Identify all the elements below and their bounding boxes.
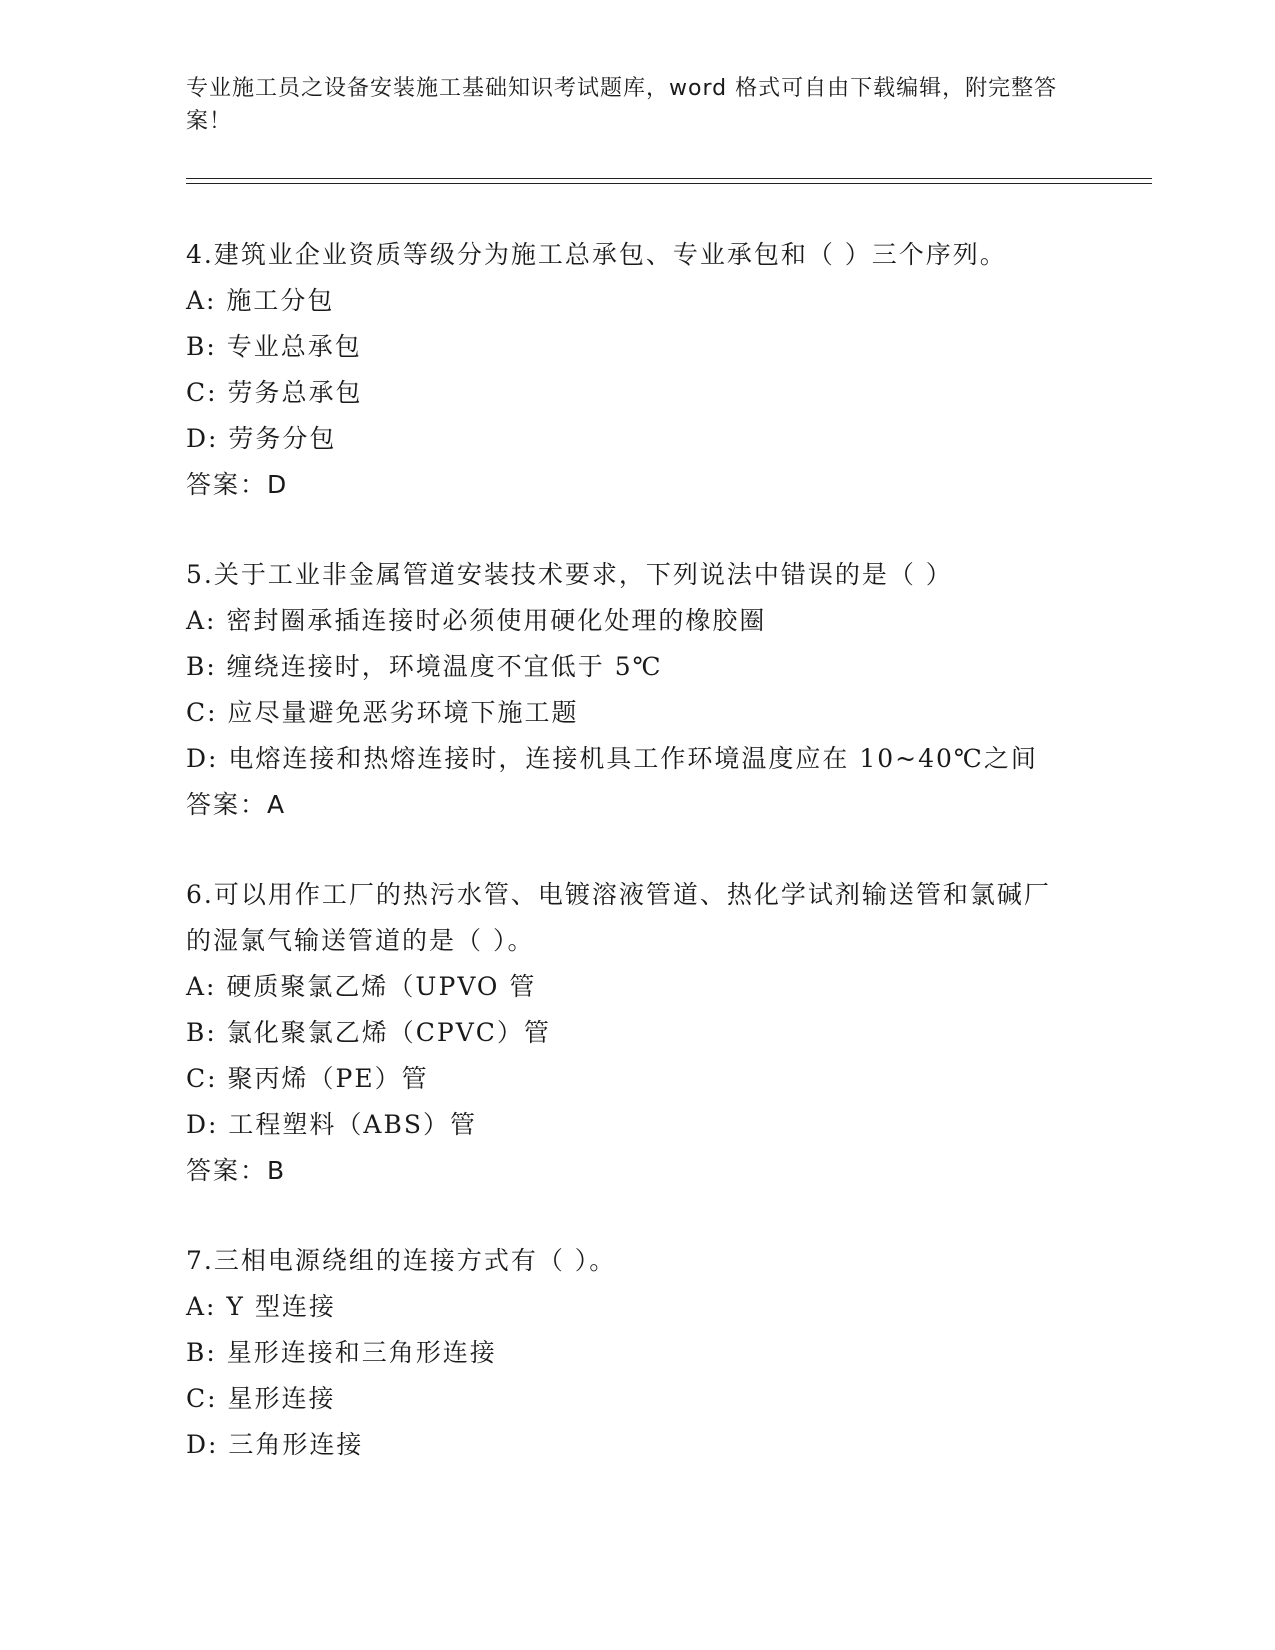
answer-label: 答案：A [186, 790, 287, 819]
option-b: B: 氯化聚氯乙烯（CPVC）管 [186, 1018, 551, 1047]
question-5 [186, 552, 1086, 828]
question-6 [186, 872, 1086, 1194]
option-a: A: 密封圈承插连接时必须使用硬化处理的橡胶圈 [186, 606, 767, 635]
question-stem: 7.三相电源绕组的连接方式有（ ）。 [186, 1246, 617, 1275]
option-d: D: 电熔连接和热熔连接时，连接机具工作环境温度应在 10~40℃之间 [186, 744, 1038, 773]
option-d: D: 三角形连接 [186, 1430, 364, 1459]
option-c: C: 聚丙烯（PE）管 [186, 1064, 429, 1093]
option-b: B: 专业总承包 [186, 332, 362, 361]
answer-label: 答案：B [186, 1156, 287, 1185]
option-d: D: 劳务分包 [186, 424, 337, 453]
option-c: C: 应尽量避免恶劣环境下施工题 [186, 698, 579, 727]
question-7 [186, 1238, 1086, 1468]
option-a: A: 硬质聚氯乙烯（UPVO 管 [186, 972, 537, 1001]
header-divider-bottom [186, 183, 1152, 184]
question-stem: 4.建筑业企业资质等级分为施工总承包、专业承包和（ ）三个序列。 [186, 240, 1007, 269]
answer-label: 答案：D [186, 470, 289, 499]
question-stem: 5.关于工业非金属管道安装技术要求，下列说法中错误的是（ ） [186, 560, 953, 589]
option-c: C: 劳务总承包 [186, 378, 363, 407]
option-b: B: 星形连接和三角形连接 [186, 1338, 497, 1367]
document-header: 专业施工员之设备安装施工基础知识考试题库，word 格式可自由下载编辑，附完整答案！ [186, 76, 1058, 134]
option-d: D: 工程塑料（ABS）管 [186, 1110, 477, 1139]
question-list [186, 232, 1086, 1512]
option-b: B: 缠绕连接时，环境温度不宜低于 5℃ [186, 652, 663, 681]
question-4 [186, 232, 1086, 508]
option-c: C: 星形连接 [186, 1384, 336, 1413]
option-a: A: Y 型连接 [186, 1292, 336, 1321]
header-divider-top [186, 178, 1152, 179]
question-stem: 6.可以用作工厂的热污水管、电镀溶液管道、热化学试剂输送管和氯碱厂的湿氯气输送管道的是（ ）。 [186, 880, 1051, 955]
option-a: A: 施工分包 [186, 286, 335, 315]
